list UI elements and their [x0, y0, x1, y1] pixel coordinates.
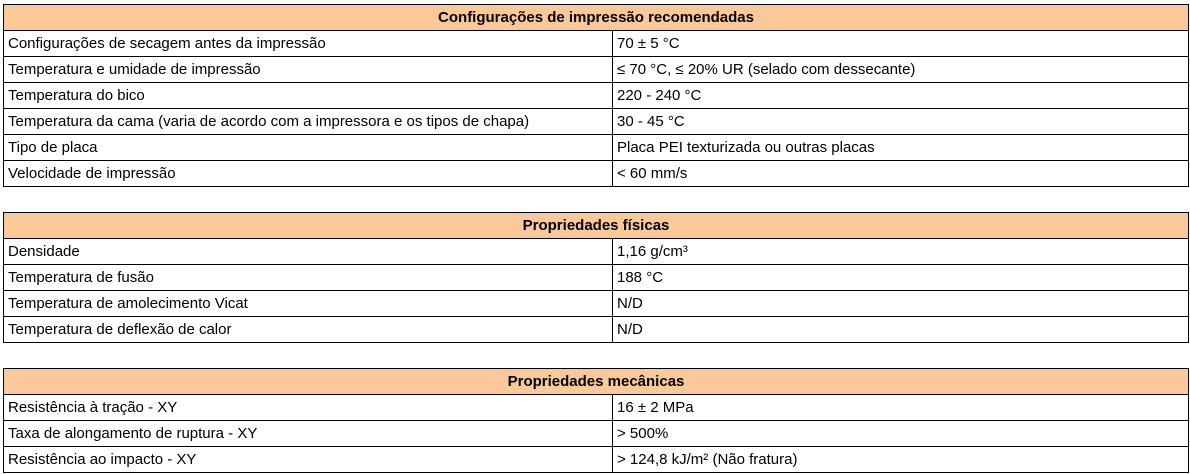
property-label: Resistência ao impacto - XY — [4, 447, 613, 473]
table-row — [4, 395, 1189, 421]
table-row — [4, 57, 1189, 83]
property-label: Tipo de placa — [4, 135, 613, 161]
property-value: 16 ± 2 MPa — [613, 395, 1189, 421]
property-value: 1,16 g/cm³ — [613, 239, 1189, 265]
table-row — [4, 291, 1189, 317]
property-value: 188 °C — [613, 265, 1189, 291]
table-row — [4, 265, 1189, 291]
section-title: Propriedades físicas — [4, 213, 1189, 239]
property-value: 70 ± 5 °C — [613, 31, 1189, 57]
property-value: N/D — [613, 291, 1189, 317]
section-title: Propriedades mecânicas — [4, 369, 1189, 395]
property-value: N/D — [613, 317, 1189, 343]
property-value: Placa PEI texturizada ou outras placas — [613, 135, 1189, 161]
property-label: Densidade — [4, 239, 613, 265]
table-row — [4, 317, 1189, 343]
print-settings-table — [3, 4, 1189, 187]
property-label: Temperatura do bico — [4, 83, 613, 109]
table-row — [4, 31, 1189, 57]
mechanical-properties-section — [3, 368, 1188, 473]
property-label: Resistência à tração - XY — [4, 395, 613, 421]
property-label: Velocidade de impressão — [4, 161, 613, 187]
property-value: > 124,8 kJ/m² (Não fratura) — [613, 447, 1189, 473]
physical-properties-section — [3, 212, 1188, 343]
property-value: 30 - 45 °C — [613, 109, 1189, 135]
table-row — [4, 161, 1189, 187]
property-label: Temperatura da cama (varia de acordo com a impressora e os tipos de chapa) — [4, 109, 613, 135]
property-label: Temperatura e umidade de impressão — [4, 57, 613, 83]
property-label: Temperatura de deflexão de calor — [4, 317, 613, 343]
property-value: 220 - 240 °C — [613, 83, 1189, 109]
section-title: Configurações de impressão recomendadas — [4, 5, 1189, 31]
property-label: Configurações de secagem antes da impressão — [4, 31, 613, 57]
print-settings-section — [3, 4, 1188, 187]
table-row — [4, 447, 1189, 473]
property-label: Temperatura de fusão — [4, 265, 613, 291]
table-row — [4, 421, 1189, 447]
table-row — [4, 109, 1189, 135]
table-row — [4, 239, 1189, 265]
mechanical-properties-table — [3, 368, 1189, 473]
physical-properties-table — [3, 212, 1189, 343]
property-label: Temperatura de amolecimento Vicat — [4, 291, 613, 317]
section-header-row — [4, 369, 1189, 395]
property-value: > 500% — [613, 421, 1189, 447]
table-row — [4, 135, 1189, 161]
property-value: ≤ 70 °C, ≤ 20% UR (selado com dessecante) — [613, 57, 1189, 83]
property-value: < 60 mm/s — [613, 161, 1189, 187]
property-label: Taxa de alongamento de ruptura - XY — [4, 421, 613, 447]
section-header-row — [4, 213, 1189, 239]
section-header-row — [4, 5, 1189, 31]
table-row — [4, 83, 1189, 109]
